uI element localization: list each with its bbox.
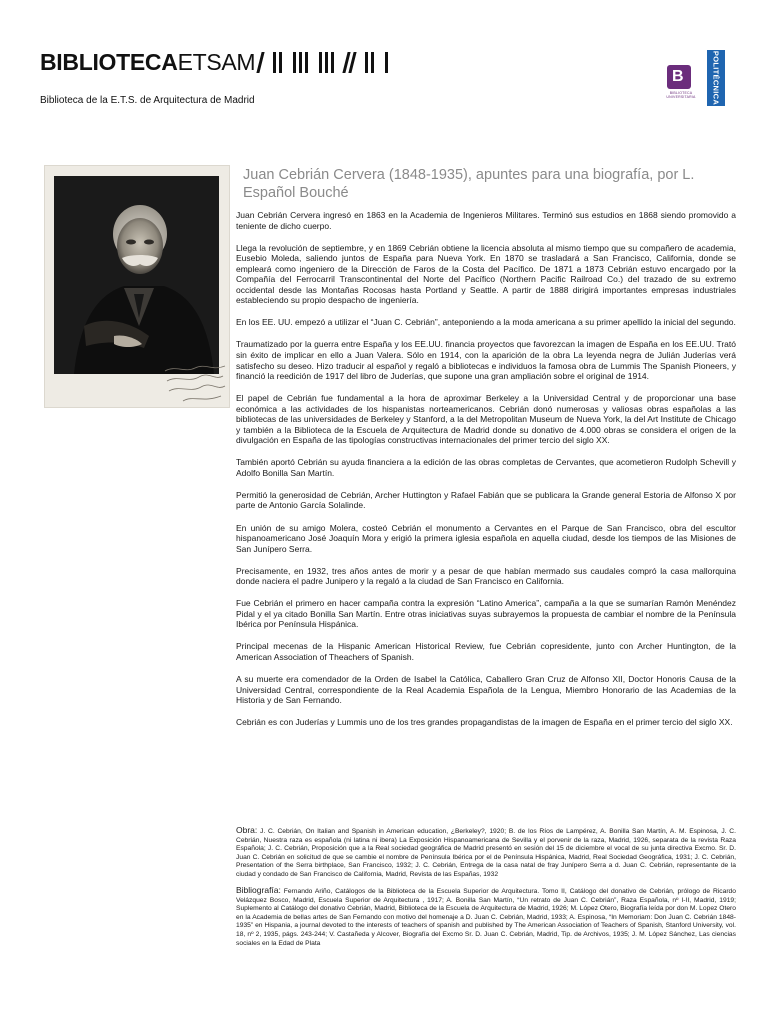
bibliografia-label: Bibliografía: bbox=[236, 885, 281, 896]
logo-brand-bold: BIBLIOTECA bbox=[40, 49, 178, 75]
article-paragraph: Llega la revolución de septiembre, y en 1869 Cebrián obtiene la licencia absoluta al mismo tiempo que su compañero de academia, Eusebio Moleda, saliendo juntos de España para Nueva York. En 1870 se trasladará a San Francisco, California, donde se empleará como ingeniero de la Dirección de Faros de la Costa del Pacífico. De 1871 a 1873 Cebrián estuvo encargado por la Compañía del Ferrocarril Transcontinental del Norte del Pacífico (Northern Pacific Railroad Co.) del trazado de su extremo occidental desde las Montañas Rocosas hasta Portland y Seattle. A partir de 1888 dirigirá importantes empresas industriales estableciendo su propio despacho de ingeniería. bbox=[236, 242, 736, 306]
article-paragraph: Juan Cebrián Cervera ingresó en 1863 en la Academia de Ingenieros Militares. Terminó sus estudios en 1868 siendo promovido a teniente de dicho cuerpo. bbox=[236, 210, 736, 231]
library-subtitle: Biblioteca de la E.T.S. de Arquitectura de Madrid bbox=[40, 95, 255, 106]
upm-library-logo[interactable] bbox=[667, 65, 691, 89]
upm-mark-letter: B bbox=[672, 68, 684, 85]
biblioteca-etsam-logo[interactable] bbox=[40, 48, 388, 76]
references-section bbox=[236, 826, 736, 955]
article-paragraph: Traumatizado por la guerra entre España y los EE.UU. financia proyectos que favorezcan la imagen de España en los EE.UU. Trató sin éxito de implicar en ello a Juan Valera. Sólo en 1914, con la aparición de la obra La leyenda negra de Julián Juderías verá satisfecho su deseo. Hizo traducir al español y regaló a bibliotecas e individuos la famosa obra de Lummis The Spanish Pioneers, y financió la reedición de 1917 del libro de Juderías, que supone una gran ampliación sobre el original de 1914. bbox=[236, 339, 736, 382]
article-paragraph: A su muerte era comendador de la Orden de Isabel la Católica, Caballero Gran Cruz de Alfonso XII, Doctor Honoris Causa de la Universidad Central, correspondiente de la Real Academia Española de la Lengua, Miembro Honorario de las Academias de la Historia y de San Fernando. bbox=[236, 674, 736, 706]
handwritten-inscription bbox=[163, 363, 229, 407]
politecnica-logo[interactable] bbox=[707, 50, 725, 106]
obra-text: J. C. Cebrián, On Italian and Spanish in American education, ¿Berkeley?, 1920; B. de los Ríos de Lampérez, A. Bonilla San Martín, A. M. Espinosa, J. C. Cebrián, Nuestra raza es española (ni latina ni ibera) La Exposición Hispanoamericana de Sevilla y el porvenir de la raza, Madrid, 1926, separata de la revista Raza Española; J. C. Cebrián, Proposición que a la Real sociedad geográfica de Madrid presentó en sesión del 15 de diciembre el vocal de su junta directiva Excmo. Sr. D. Juan C. Cebrián en solicitud de que se cambie el nombre de Península Ibérica por el de Península Hispánica, Madrid, Real Sociedad Geográfica, 1931; J. C. Cebrián, Presentation of the Serra birthplace, San Francisco, 1932; J. C. Cebrián, Entrega de la casa natal de fray Junípero Serra a d. Juan C. Cebrián, representante de la ciudad y condado de San Francisco de California, Madrid, Revista de las Españas, 1932 bbox=[236, 828, 736, 878]
article-paragraph: Cebrián es con Juderías y Lummis uno de los tres grandes propagandistas de la imagen de España en el primer tercio del siglo XX. bbox=[236, 717, 733, 728]
logo-brand-light: ETSAM bbox=[177, 49, 256, 75]
article-paragraph: En unión de su amigo Molera, costeó Cebrián el monumento a Cervantes en el Parque de San Francisco, obra del escultor hispanoamericano José Joaquín Mora y erigió la primera iglesia española en aquella ciudad, desde los tiempos de las Misiones de San Junípero Serra. bbox=[236, 522, 736, 554]
logo-bars-decoration bbox=[259, 51, 388, 73]
logo-wordmark bbox=[40, 48, 255, 76]
article-paragraph: Precisamente, en 1932, tres años antes de morir y a pesar de que habían mermado sus caudales compró la casa mallorquina donde naciera el padre Junipero y la regaló a la ciudad de San Francisco en California. bbox=[236, 565, 736, 587]
obra-label: Obra: bbox=[236, 825, 258, 835]
article-paragraph: Permitió la generosidad de Cebrián, Archer Huttington y Rafael Fabián que se publicara la Grande general Estoria de Alfonso X por parte de Antonio García Solalinde. bbox=[236, 489, 736, 511]
article-paragraph: En los EE. UU. empezó a utilizar el “Juan C. Cebrián”, anteponiendo a la moda americana a su primer apellido la inicial del segundo. bbox=[236, 317, 736, 328]
politecnica-logo-text: POLITÉCNICA bbox=[711, 50, 721, 106]
portrait-illustration bbox=[54, 176, 219, 374]
upm-logo-caption: BIBLIOTECA UNIVERSITARIA bbox=[666, 91, 696, 99]
article-body bbox=[236, 210, 736, 739]
portrait-photo-card bbox=[44, 165, 230, 408]
article-paragraph: El papel de Cebrián fue fundamental a la hora de aproximar Berkeley a la Universidad Central y de proporcionar una base económica a las actividades de los hispanistas norteamericanos. Cebrián donó numerosas y valiosas obras españolas a las bibliotecas de las universidades de Berkeley y Stanford, a la del Metropolitan Museum de Nueva York, la del Art Institute de Chicago y también a la Biblioteca de la Escuela de Arquitectura de Madrid donde su donativo de 4.000 obras se considera el origen de la divulgación en España de las tipologías constructivas internacionales del primer tercio del siglo XX. bbox=[236, 393, 736, 446]
portrait-photo bbox=[54, 176, 219, 374]
article-paragraph: Principal mecenas de la Hispanic American Historical Review, fue Cebrián copresidente, junto con Archer Huntington, de la American Association of Theachers of Spanish. bbox=[236, 641, 736, 662]
obra-references bbox=[236, 826, 736, 879]
article-paragraph: También aportó Cebrián su ayuda financiera a la edición de las obras completas de Cervantes, que acometieron Rudolph Schevill y Adolfo Bonilla San Martín. bbox=[236, 457, 736, 478]
article-paragraph: Fue Cebrián el primero en hacer campaña contra la expresión “Latino America”, campaña a la que se sumarían Ramón Menéndez Pidal y el ya citado Bonilla San Martín. Entre otras iniciativas suyas subrayemos la propuesta de cambiar el nombre de la Península Ibérica por Península Hispánica. bbox=[236, 598, 736, 630]
bibliografia-references bbox=[236, 886, 736, 948]
bibliografia-text: Fernando Ariño, Catálogos de la Biblioteca de la Escuela Superior de Arquitectura. Tomo II, Catálogo del donativo de Cebrián, prólogo de Ricardo Velázquez Bosco, Madrid, Escuela Superior de Arquitectura , 1917; A. Bonilla San Martín, “Un retrato de Juan C. Cebrián”, Raza Española, nº I-II, Madrid, 1919; Suplemento al Catálogo del donativo Cebrián, Madrid, Biblioteca de la Escuela de Arquitectura de Madrid, 1926; M. López Otero, Biografía leída por don M. Lopez Otero en la Academia de bellas artes de San Fernando con motivo del homenaje a D. Juan C. Cebrián, Madrid, 1933; A. Espinosa, “In Memoriam: Don Juan C. Cebrián 1848-1935” en Hispania, a journal devoted to the interests of teachers of spanish and published by The American Association of Teachers of Spanish, Stanford University, vol. 18, nº 2, 1935, págs. 243-244; V. Castañeda y Alcover, Biografía del Excmo Sr. D. Juan C. Cebrián, Madrid, Tip. de Archivos, 1935; J. M. López Sánchez, Las ciencias sociales en la Edad de Plata bbox=[236, 888, 736, 947]
article-title: Juan Cebrián Cervera (1848-1935), apuntes para una biografía, por L. Español Bouché bbox=[243, 167, 695, 201]
